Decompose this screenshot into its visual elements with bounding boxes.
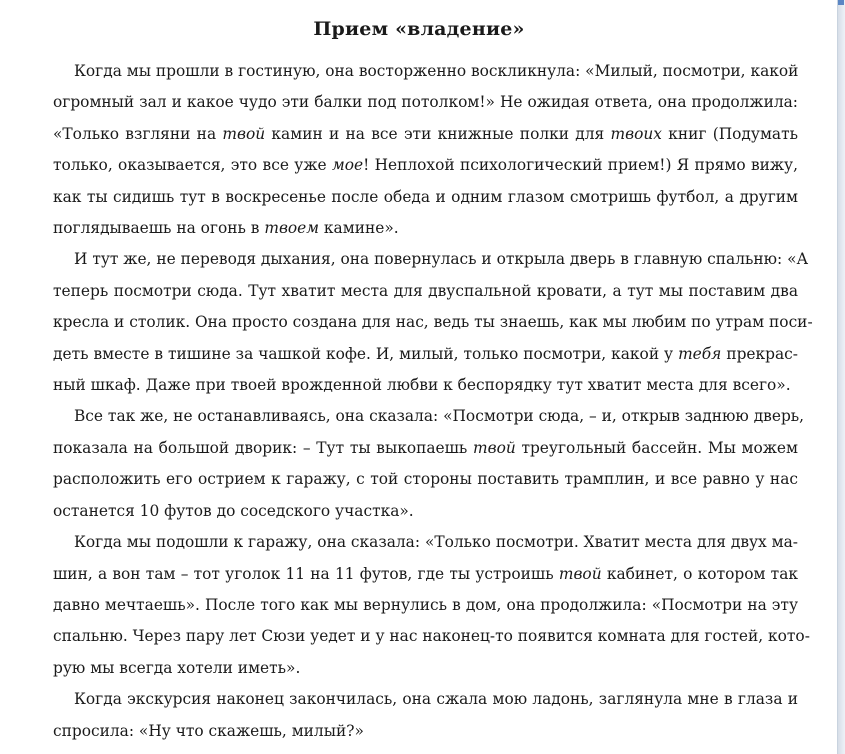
text-run: шин, а вон там – тот уголок 11 на 11 футов, где ты устроишь — [53, 564, 559, 583]
text-run: камине». — [319, 219, 399, 238]
text-run: Когда мы подошли к гаражу, она сказала: «Только посмотри. Хватит места для двух ма- — [74, 533, 798, 552]
italic-text: твой — [558, 564, 602, 583]
text-line — [53, 684, 798, 715]
text-line — [53, 307, 813, 338]
text-run: треугольный бассейн. Мы можем — [515, 438, 798, 457]
text-run: ! Неплохой психологический прием!) Я прямо вижу, — [363, 156, 798, 175]
text-run: камин и на все эти книжные полки для — [265, 124, 611, 143]
text-line — [53, 464, 798, 495]
text-line — [53, 150, 798, 181]
paragraph — [53, 684, 798, 747]
text-run: показала на большой дворик: – Тут ты выкопаешь — [53, 438, 474, 457]
text-run: только, оказывается, это все уже — [53, 156, 332, 175]
italic-text: тебя — [678, 344, 722, 363]
text-run: ный шкаф. Даже при твоей врожденной любви к беспорядку тут хватит места для всего». — [53, 376, 791, 395]
text-run: давно мечтаешь». После того как мы вернулись в дом, она продолжила: «Посмотри на эту — [53, 595, 798, 614]
text-line — [53, 276, 798, 307]
italic-text: твой — [222, 124, 266, 143]
text-line — [53, 56, 798, 87]
text-run: кабинет, о котором так — [601, 564, 798, 583]
page-title: Прием «владение» — [313, 18, 525, 40]
text-line — [53, 401, 805, 432]
italic-text: мое — [331, 156, 364, 175]
text-run: кресла и столик. Она просто создана для нас, ведь ты знаешь, как мы любим по утрам поси- — [53, 313, 813, 332]
paragraph — [53, 401, 805, 527]
paragraph — [53, 56, 798, 244]
text-run: «Только взгляни на — [53, 124, 223, 143]
text-run: И тут же, не переводя дыхания, она повернулась и открыла дверь в главную спальню: «А — [74, 250, 809, 269]
text-line — [53, 653, 798, 684]
text-line — [53, 590, 798, 621]
text-run: поглядываешь на огонь в — [53, 219, 265, 238]
text-line — [53, 182, 798, 213]
text-line — [53, 716, 798, 747]
text-run: спросила: «Ну что скажешь, милый?» — [53, 721, 364, 740]
italic-text: твой — [473, 438, 516, 457]
text-run: останется 10 футов до соседского участка». — [53, 501, 414, 520]
text-run: книг (Подумать — [661, 124, 798, 143]
paragraph — [53, 244, 813, 401]
italic-text: твоих — [610, 124, 662, 143]
text-line — [53, 244, 809, 275]
text-run: Все так же, не останавливаясь, она сказала: «Посмотри сюда, – и, открыв заднюю дверь, — [74, 407, 805, 426]
page-edge — [838, 0, 845, 754]
text-run: рую мы всегда хотели иметь». — [53, 658, 301, 677]
text-run: как ты сидишь тут в воскресенье после обеда и одним глазом смотришь футбол, а другим — [53, 187, 798, 206]
text-run: расположить его острием к гаражу, с той стороны поставить трамплин, и все равно у нас — [53, 470, 798, 489]
text-line — [53, 621, 810, 652]
text-line — [53, 370, 798, 401]
text-run: Когда мы прошли в гостиную, она восторженно воскликнула: «Милый, посмотри, какой — [74, 62, 799, 80]
text-line — [53, 496, 798, 527]
text-line — [53, 527, 798, 558]
text-line — [53, 433, 798, 464]
document-body — [53, 56, 813, 747]
text-run: деть вместе в тишине за чашкой кофе. И, милый, только посмотри, какой у — [53, 344, 679, 363]
paragraph — [53, 527, 810, 684]
text-run: Когда экскурсия наконец закончилась, она сжала мою ладонь, заглянула мне в глаза и — [74, 690, 798, 709]
text-line — [53, 213, 798, 244]
italic-text: твоем — [264, 219, 320, 238]
text-run: теперь посмотри сюда. Тут хватит места для двуспальной кровати, а тут мы поставим два — [53, 281, 798, 300]
corner-marker — [838, 0, 844, 5]
text-run: огромный зал и какое чудо эти балки под потолком!» Не ожидая ответа, она продолжила: — [53, 93, 798, 112]
text-line — [53, 119, 798, 150]
text-run: спальню. Через пару лет Сюзи уедет и у нас наконец-то появится комната для гостей, кото- — [53, 627, 810, 646]
text-run: прекрас- — [721, 344, 799, 363]
text-line — [53, 339, 798, 370]
text-line — [53, 87, 798, 118]
text-line — [53, 559, 798, 590]
